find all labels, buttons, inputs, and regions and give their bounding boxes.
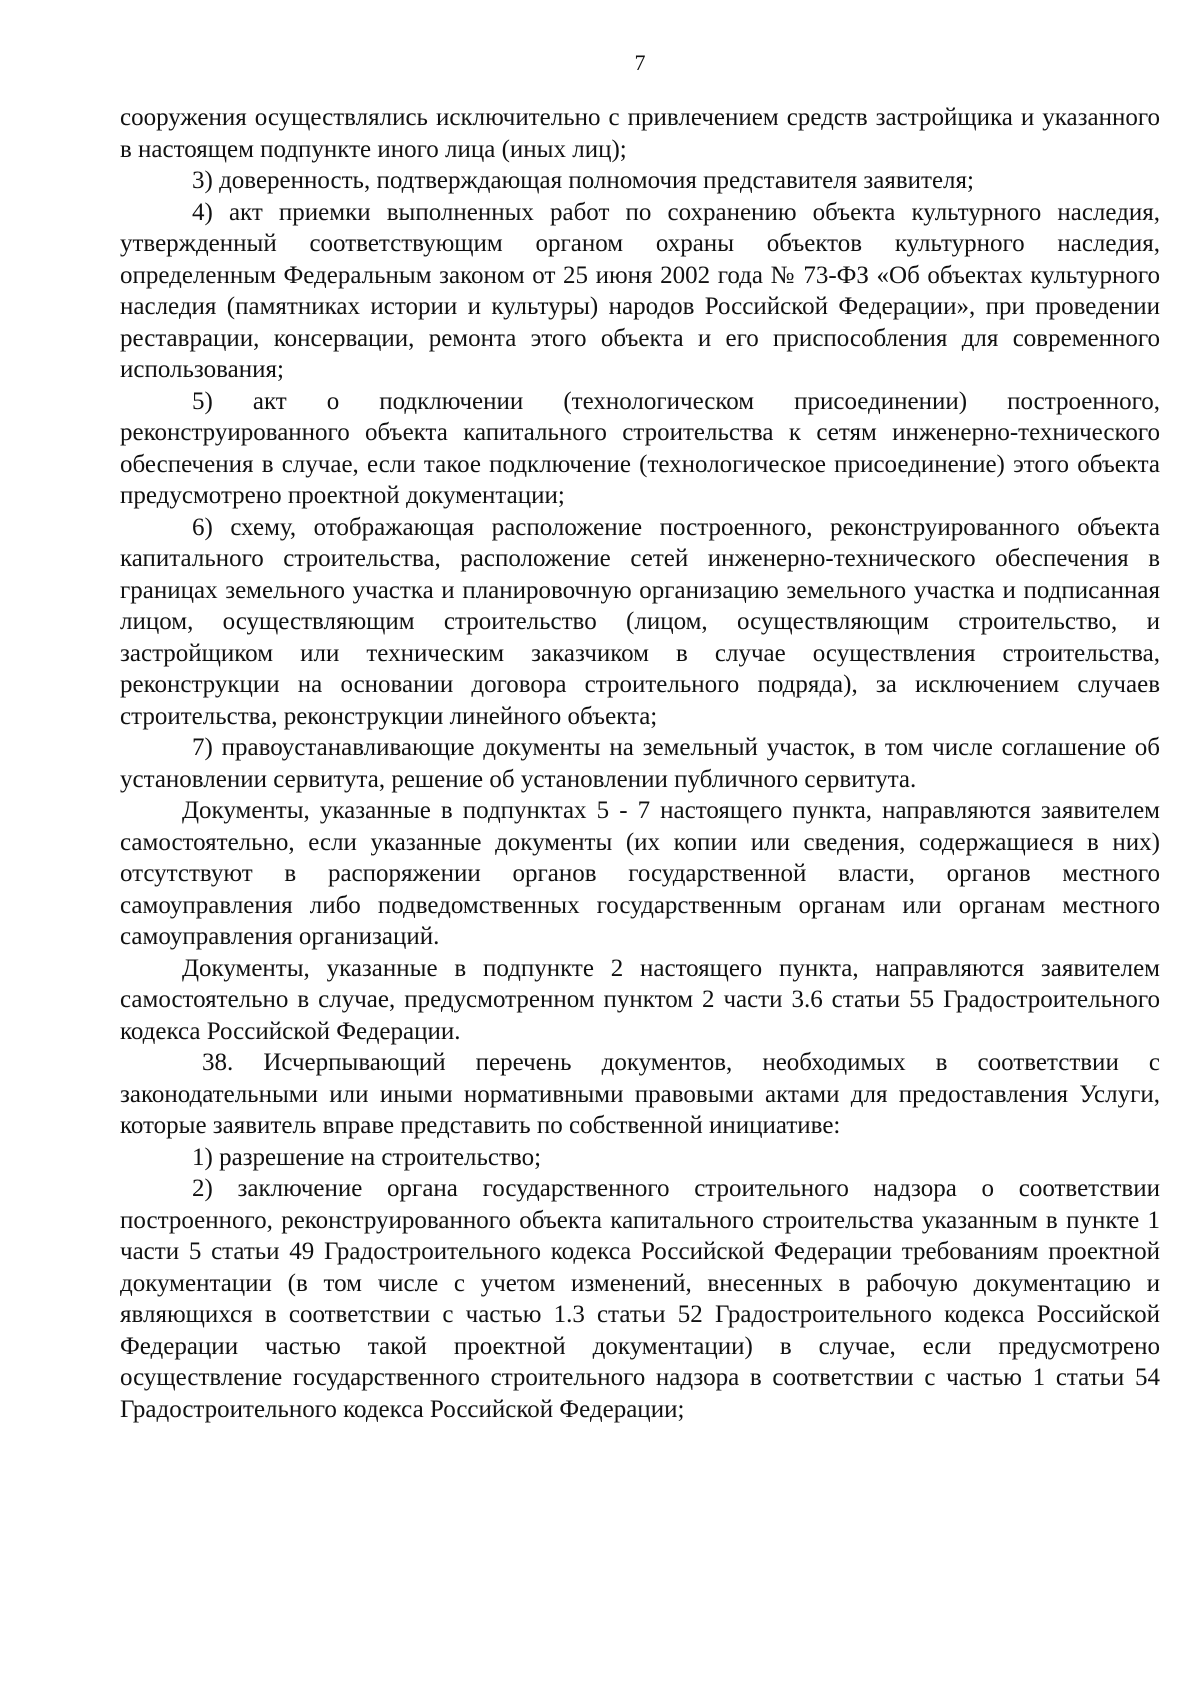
paragraph-item-5: 5) акт о подключении (технологическом присоединении) построенного, реконструированного объекта капитального строительства к сетям инженерно-технического обеспечения в случае, если такое подключение (технологическое присоединение) этого объекта предусмотрено проектной документации; (120, 387, 1160, 509)
paragraph-38-item-1: 1) разрешение на строительство; (192, 1143, 542, 1171)
paragraph-section-38: 38. Исчерпывающий перечень документов, необходимых в соответствии с законодательными или иными нормативными правовыми актами для предоставления Услуги, которые заявитель вправе представить по собственной инициативе: (120, 1049, 1160, 1139)
page-number: 7 (634, 50, 646, 75)
paragraph-item-3: 3) доверенность, подтверждающая полномочия представителя заявителя; (192, 167, 974, 194)
paragraph-item-6: 6) схему, отображающая расположение построенного, реконструированного объекта капитального строительства, расположение сетей инженерно-технического обеспечения в границах земельного участка и планировочную организацию земельного участка и подписанная лицом, осуществляющим строительство (лицом, осуществляющим строительство, и застройщиком или техническим заказчиком в случае осуществления строительства, реконструкции на основании договора строительного подряда), за исключением случаев строительства, реконструкции линейного объекта; (120, 513, 1160, 730)
paragraph-continuation: сооружения осуществлялись исключительно с привлечением средств застройщика и указанного в настоящем подпункте иного лица (иных лиц); (120, 104, 1160, 163)
paragraph-documents-5-7: Документы, указанные в подпунктах 5 - 7 настоящего пункта, направляются заявителем самостоятельно, если указанные документы (их копии или сведения, содержащиеся в них) отсутствуют в распоряжении органов государственной власти, органов местного самоуправления либо подведомственных государственным органам или органам местного самоуправления организаций. (120, 797, 1160, 950)
paragraph-item-7: 7) правоустанавливающие документы на земельный участок, в том числе соглашение об установлении сервитута, решение об установлении публичного сервитута. (120, 734, 1160, 793)
paragraph-item-4: 4) акт приемки выполненных работ по сохранению объекта культурного наследия, утвержденный соответствующим органом охраны объектов культурного наследия, определенным Федеральным законом от 25 июня 2002 года № 73-ФЗ «Об объектах культурного наследия (памятниках истории и культуры) народов Российской Федерации», при проведении реставрации, консервации, ремонта этого объекта и его приспособления для современного использования; (120, 198, 1160, 383)
document-body (120, 102, 1160, 1425)
paragraph-documents-2: Документы, указанные в подпункте 2 настоящего пункта, направляются заявителем самостоятельно в случае, предусмотренном пунктом 2 части 3.6 статьи 55 Градостроительного кодекса Российской Федерации. (120, 954, 1160, 1045)
paragraph-38-item-2: 2) заключение органа государственного строительного надзора о соответствии построенного, реконструированного объекта капитального строительства указанным в пункте 1 части 5 статьи 49 Градостроительного кодекса Российской Федерации требованиям проектной документации (в том числе с учетом изменений, внесенных в рабочую документацию и являющихся в соответствии с частью 1.3 статьи 52 Градостроительного кодекса Российской Федерации частью такой проектной документации) в случае, если предусмотрено осуществление государственного строительного надзора в соответствии с частью 1 статьи 54 Градостроительного кодекса Российской Федерации; (120, 1175, 1160, 1423)
